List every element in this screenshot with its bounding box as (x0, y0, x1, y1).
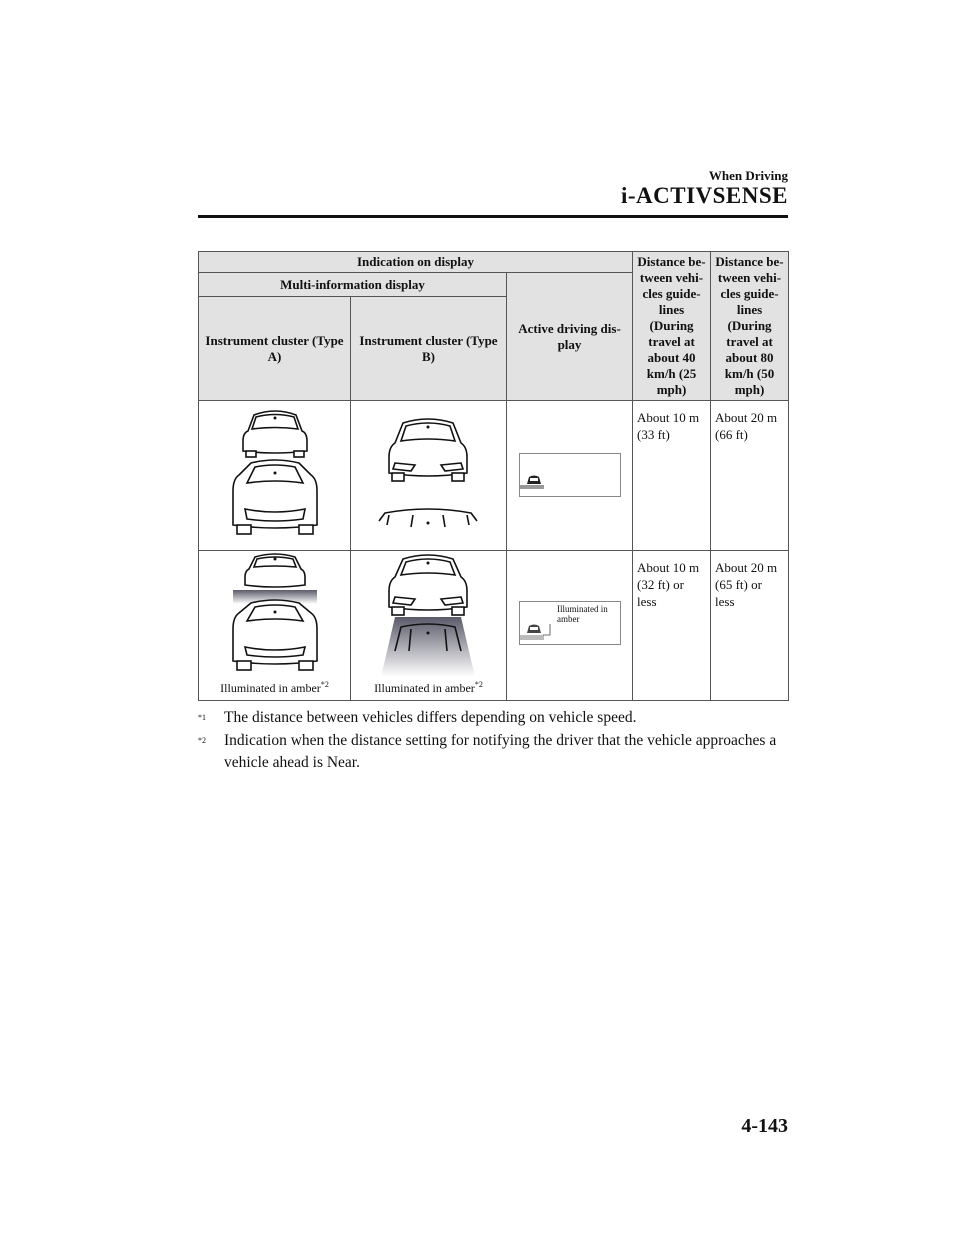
page-number: 4-143 (741, 1115, 788, 1137)
cluster-a-image-normal (199, 401, 351, 551)
cluster-a-cars-icon (199, 401, 349, 549)
active-display-panel (519, 453, 621, 497)
header-rule (198, 215, 788, 218)
active-display-image-near (507, 551, 633, 701)
section-title: When Driving (708, 168, 788, 183)
footnote-2-text: Indication when the distance setting for notifying the driver that the vehicle approaches a vehicle ahead is Near. (224, 732, 777, 771)
cluster-b-cars-icon (351, 401, 505, 549)
cluster-a-cars-near-icon (199, 551, 349, 681)
header-cluster-b: Instrument cluster (Type B) (351, 297, 507, 401)
header-dist80: Distance be-tween vehi-cles guide-lines (During travel at about 80 km/h (50 mph) (711, 252, 789, 401)
footnote-2-mark: *2 (198, 736, 206, 745)
active-display-image-normal (507, 401, 633, 551)
dist40-near: About 10 m (32 ft) or less (633, 551, 711, 701)
cluster-b-image-normal (351, 401, 507, 551)
dist80-normal: About 20 m (66 ft) (711, 401, 789, 551)
active-display-panel-near (519, 601, 621, 645)
footnote-1-mark: *1 (198, 713, 206, 722)
caption-b-footnote-mark: *2 (474, 680, 483, 689)
header-cluster-a: Instrument cluster (Type A) (199, 297, 351, 401)
dist40-normal: About 10 m (33 ft) (633, 401, 711, 551)
cluster-a-image-near (199, 551, 351, 701)
caption-a-footnote-mark: *2 (320, 680, 329, 689)
cluster-b-cars-near-icon (351, 551, 505, 681)
vehicle-ahead-icon (520, 454, 620, 496)
header-indication: Indication on display (199, 252, 633, 273)
cluster-b-image-near (351, 551, 507, 701)
header-active-display: Active driving dis-play (507, 273, 633, 401)
footnote-1-text: The distance between vehicles differs depending on vehicle speed. (224, 709, 637, 726)
caption-cluster-a: Illuminated in amber$^{*2}$ (220, 680, 329, 695)
header-multi-info: Multi-information display (199, 273, 507, 297)
indication-table (198, 251, 789, 701)
panel-amber-label: Illuminated in amber (557, 604, 608, 624)
header-dist40: Distance be-tween vehi-cles guide-lines (During travel at about 40 km/h (25 mph) (633, 252, 711, 401)
dist80-near: About 20 m (65 ft) or less (711, 551, 789, 701)
caption-cluster-b: Illuminated in amber$^{*2}$ (374, 680, 483, 695)
chapter-title: i-ACTIVSENSE (620, 183, 788, 208)
